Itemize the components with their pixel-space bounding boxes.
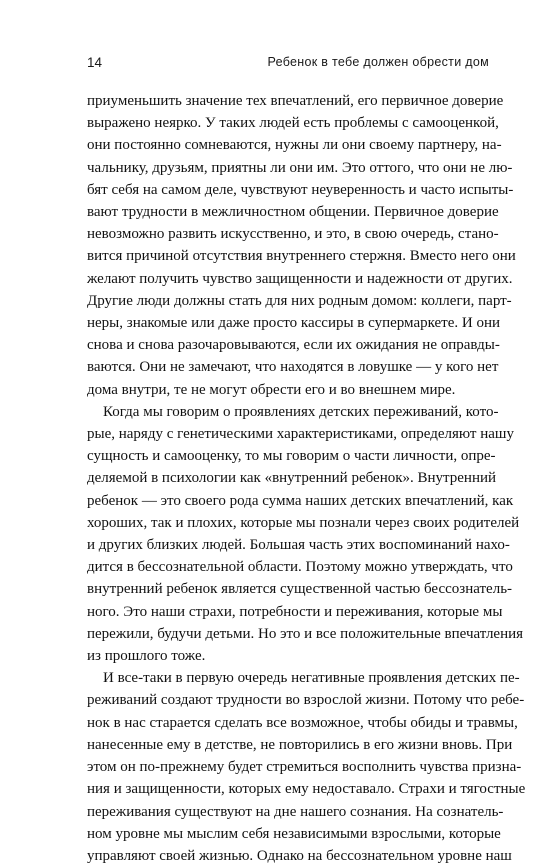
text-line: ного. Это наши страхи, потребности и переживания, которые мы <box>87 603 503 620</box>
text-line: и других близких людей. Большая часть этих воспоминаний нахо- <box>87 537 510 554</box>
text-line: пережили, будучи детьми. Но это и все положительные впечатления <box>87 625 524 642</box>
text-line: нанесенные ему в детстве, не повторились в его жизни вновь. При <box>87 736 513 753</box>
text-line: неры, знакомые или даже просто кассиры в супермаркете. И они <box>87 315 501 332</box>
text-line: этом он по-прежнему будет стремиться восполнить чувства призна- <box>87 759 522 776</box>
text-line: дома внутри, те не могут обрести его и во внешнем мире. <box>87 381 456 398</box>
text-line: деляемой в психологии как «внутренний ребенок». Внутренний <box>87 470 497 487</box>
text-line: вится причиной отсутствия внутреннего стержня. Вместо него они <box>87 248 516 265</box>
text-line: приуменьшить значение тех впечатлений, его первичное доверие <box>87 93 504 109</box>
text-line: управляют своей жизнью. Однако на бессознательном уровне наш <box>87 847 512 864</box>
text-line: они постоянно сомневаются, нужны ли они своему партнеру, на- <box>87 137 502 154</box>
text-line: выражено неярко. У таких людей есть проблемы с самооценкой, <box>87 115 499 132</box>
text-line: хороших, так и плохих, которые мы познали через своих родителей <box>87 514 520 531</box>
text-line: чальнику, друзьям, приятны ли они им. Это оттого, что они не лю- <box>87 159 513 176</box>
text-line: желают получить чувство защищенности и надежности от других. <box>87 270 513 287</box>
text-line: переживания существуют на дне нашего сознания. На сознатель- <box>87 803 504 820</box>
page-number: 14 <box>87 55 103 70</box>
paragraph <box>87 90 516 401</box>
text-line: ваются. Они не замечают, что находятся в ловушке — у кого нет <box>87 359 499 376</box>
text-line: рые, наряду с генетическими характеристиками, определяют нашу <box>87 426 514 443</box>
text-line: из прошлого тоже. <box>87 648 206 665</box>
text-line: реживаний создают трудности во взрослой жизни. Потому что ребе- <box>87 692 525 709</box>
text-line: Когда мы говорим о проявлениях детских переживаний, кото- <box>103 403 499 420</box>
text-line: бят себя на самом деле, чувствуют неуверенность и часто испыты- <box>87 181 514 198</box>
text-line: сущность и самооценку, то мы говорим о части личности, опре- <box>87 448 496 465</box>
paragraph <box>87 667 526 867</box>
text-line: вают трудности в межличностном общении. Первичное доверие <box>87 204 499 221</box>
running-head: Ребенок в тебе должен обрести дом <box>267 55 489 69</box>
text-line: снова и снова разочаровываются, если их ожидания не оправды- <box>87 337 500 354</box>
text-line: дится в бессознательной области. Поэтому можно утверждать, что <box>87 559 513 576</box>
text-line: И все-таки в первую очередь негативные проявления детских пе- <box>103 670 520 687</box>
text-line: ния и защищенности, которых ему недоставало. Страхи и тягостные <box>87 781 526 798</box>
text-line: невозможно развить искусственно, и это, в свою очередь, стано- <box>87 226 499 243</box>
text-line: внутренний ребенок является существенной частью бессознатель- <box>87 581 513 598</box>
text-line: ребенок — это своего рода сумма наших детских впечатлений, как <box>87 492 514 509</box>
text-line: ном уровне мы мыслим себя независимыми взрослыми, которые <box>87 825 501 842</box>
text-line: нок в нас старается сделать все возможное, чтобы обиды и травмы, <box>87 714 518 731</box>
text-line: Другие люди должны стать для них родным домом: коллеги, парт- <box>87 292 512 309</box>
page-header <box>87 55 489 75</box>
body-text <box>87 90 526 867</box>
paragraph <box>87 401 524 667</box>
